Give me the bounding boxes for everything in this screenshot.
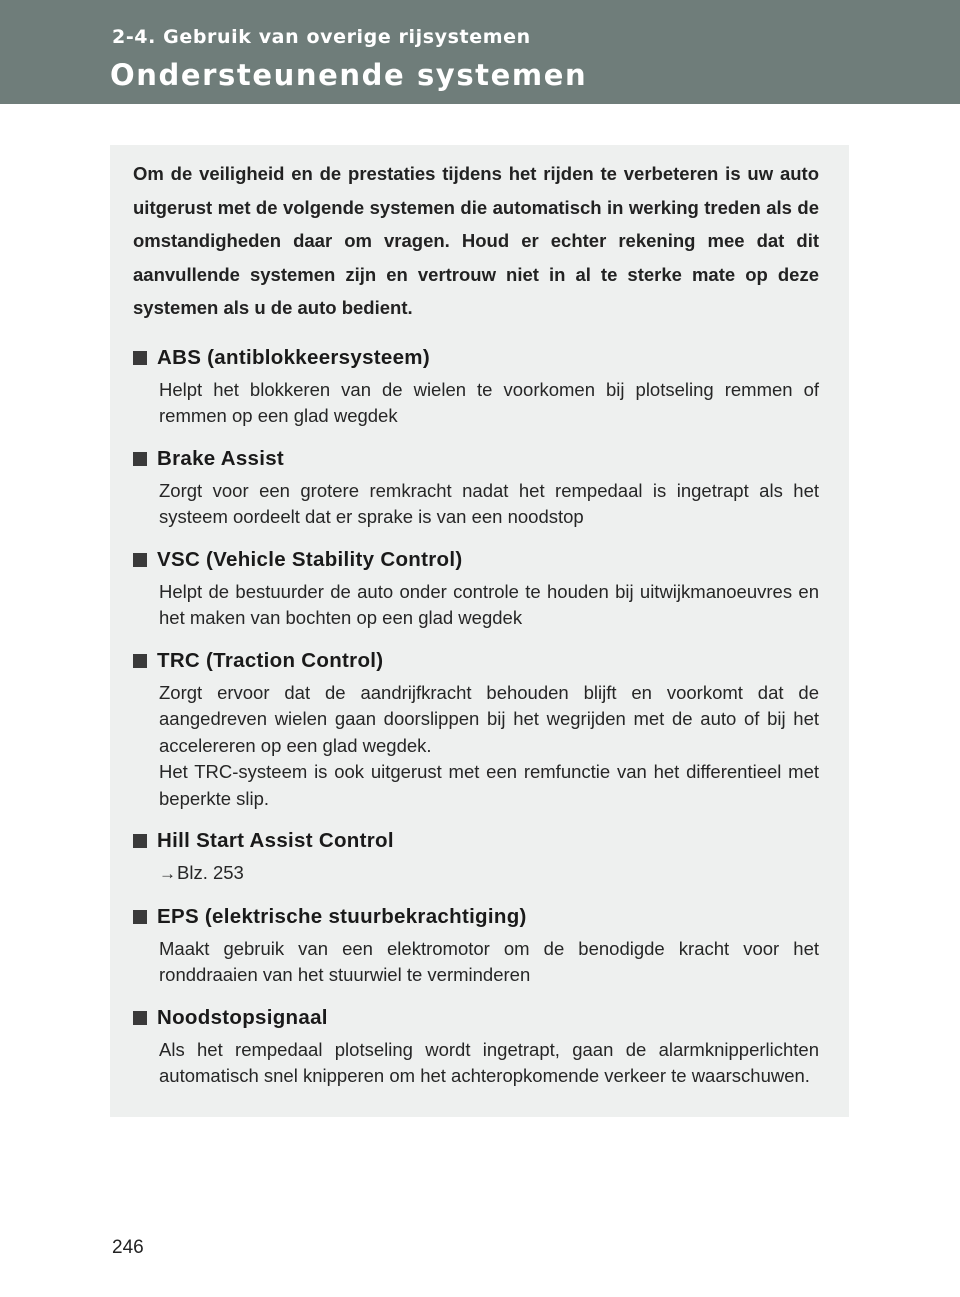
page-reference-link[interactable]: Blz. 253 <box>177 862 244 883</box>
item-description <box>159 377 819 430</box>
item-heading <box>133 1001 819 1035</box>
square-bullet-icon <box>133 654 147 668</box>
item-description <box>159 478 819 531</box>
item-heading <box>133 824 819 858</box>
page-reference <box>159 860 819 888</box>
item-title: ABS (antiblokkeersysteem) <box>157 345 430 369</box>
item-abs <box>133 341 819 430</box>
item-title: VSC (Vehicle Stability Control) <box>157 547 463 571</box>
page-number: 246 <box>112 1237 144 1258</box>
item-heading <box>133 442 819 476</box>
square-bullet-icon <box>133 834 147 848</box>
square-bullet-icon <box>133 1011 147 1025</box>
item-description <box>159 860 819 888</box>
item-title: Brake Assist <box>157 446 285 470</box>
item-eps <box>133 900 819 989</box>
item-brake-assist <box>133 442 819 531</box>
item-text: Zorgt voor een grotere remkracht nadat het rempedaal is ingetrapt als het systeem oordeelt dat er sprake is van een noodstop <box>159 479 819 527</box>
item-text: Als het rempedaal plotseling wordt ingetrapt, gaan de alarmknipperlichten automatisch snel knipperen om het achteropkomende verkeer te waarschuwen. <box>159 1038 819 1086</box>
item-description <box>159 936 819 989</box>
square-bullet-icon <box>133 452 147 466</box>
item-heading <box>133 543 819 577</box>
item-title: EPS (elektrische stuurbekrachtiging) <box>157 904 527 928</box>
item-text: Zorgt ervoor dat de aandrijfkracht behouden blijft en voorkomt dat de aangedreven wielen gaan doorslippen bij het wegrijden met de auto of bij het accelereren op een glad wegdek. <box>159 681 819 756</box>
square-bullet-icon <box>133 351 147 365</box>
item-text-secondary: Het TRC-systeem is ook uitgerust met een remfunctie van het differentieel met beperkte slip. <box>159 761 819 809</box>
item-trc <box>133 644 819 813</box>
item-description <box>159 680 819 813</box>
square-bullet-icon <box>133 553 147 567</box>
section-label: 2-4. Gebruik van overige rijsystemen <box>112 26 531 48</box>
item-text: Helpt de bestuurder de auto onder controle te houden bij uitwijkmanoeuvres en het maken van bochten op een glad wegdek <box>159 580 819 628</box>
item-title: Hill Start Assist Control <box>157 829 394 852</box>
item-emergency-stop-signal <box>133 1001 819 1090</box>
item-title: TRC (Traction Control) <box>157 648 384 672</box>
intro-paragraph: Om de veiligheid en de prestaties tijdens het rijden te verbeteren is uw auto uitgerust met de volgende systemen die automatisch in werking treden als de omstandigheden daar om vragen. Houd er echter rekening mee dat dit aanvullende systemen zijn en vertrouw niet in al te sterke mate op deze systemen als u de auto bedient. <box>133 163 819 318</box>
item-text: Helpt het blokkeren van de wielen te voorkomen bij plotseling remmen of remmen op een glad wegdek <box>159 378 819 426</box>
item-vsc <box>133 543 819 632</box>
item-heading <box>133 341 819 375</box>
item-title: Noodstopsignaal <box>157 1005 328 1029</box>
page-title: Ondersteunende systemen <box>110 58 588 92</box>
item-hill-start-assist <box>133 824 819 888</box>
arrow-right-icon: → <box>159 864 176 883</box>
item-text: Maakt gebruik van een elektromotor om de benodigde kracht voor het ronddraaien van het stuurwiel te verminderen <box>159 937 819 985</box>
item-heading <box>133 644 819 678</box>
item-heading <box>133 900 819 934</box>
item-description <box>159 1037 819 1090</box>
content-panel <box>110 145 849 1117</box>
square-bullet-icon <box>133 910 147 924</box>
item-description <box>159 579 819 632</box>
chapter-header <box>0 0 960 104</box>
